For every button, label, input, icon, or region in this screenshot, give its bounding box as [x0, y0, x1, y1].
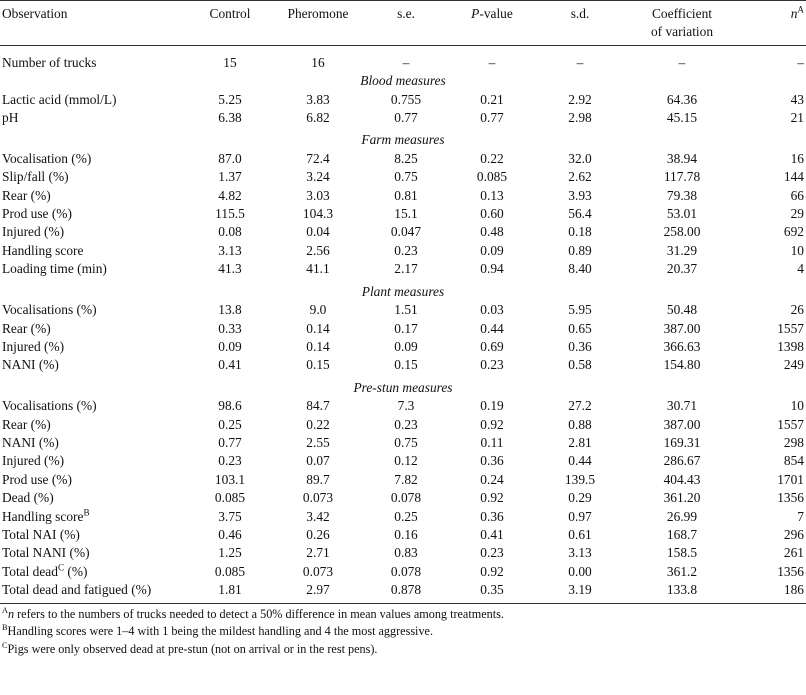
table-row — [0, 397, 806, 415]
cell-n: 4 — [797, 261, 804, 277]
cell-n: 1557 — [777, 320, 804, 336]
table-row — [0, 544, 806, 562]
cell-cv: 38.94 — [666, 150, 698, 166]
table-row — [0, 150, 806, 168]
cell-sd: 2.92 — [568, 91, 592, 107]
cell-control: 103.1 — [214, 471, 246, 487]
cell-pheromone: 6.82 — [306, 110, 330, 126]
cell-sd: 3.19 — [538, 581, 622, 603]
table-row — [0, 205, 806, 223]
cell-se: 0.078 — [390, 490, 422, 506]
cell-sd: 3.93 — [568, 187, 592, 203]
cell-control: 15 — [223, 54, 237, 70]
cell-se: 0.047 — [390, 224, 422, 240]
cell-sd: – — [576, 54, 584, 70]
cell-n: 26 — [790, 302, 804, 318]
cell-p-value: 0.92 — [480, 563, 504, 579]
footnote-marker: B — [2, 623, 8, 633]
cell-p-value: 0.41 — [480, 526, 504, 542]
header-se: s.e. — [397, 6, 415, 21]
cell-sd: 0.00 — [568, 563, 592, 579]
cell-cv: 154.80 — [663, 357, 701, 373]
cell-control: 0.46 — [218, 526, 242, 542]
cell-observation: Total NAI (%) — [2, 526, 80, 542]
cell-observation: Rear (%) — [2, 320, 51, 336]
cell-cv: 30.71 — [666, 398, 698, 414]
cell-observation: Injured (%) — [2, 224, 65, 240]
section-heading: Farm measures — [361, 132, 445, 148]
cell-se: 0.17 — [394, 320, 418, 336]
cell-p-value: 0.36 — [480, 453, 504, 469]
cell-pheromone: 41.1 — [306, 261, 330, 277]
cell-sd: 0.97 — [568, 508, 592, 524]
cell-control: 3.13 — [218, 242, 242, 258]
cell-cv: 361.2 — [666, 563, 698, 579]
cell-sd: 27.2 — [568, 398, 592, 414]
cell-p-value: 0.09 — [480, 242, 504, 258]
cell-cv: 20.37 — [666, 261, 698, 277]
cell-n: 29 — [790, 206, 804, 222]
cell-p-value: 0.13 — [480, 187, 504, 203]
cell-n: 144 — [783, 169, 804, 185]
cell-se: 0.12 — [394, 453, 418, 469]
table-row — [0, 338, 806, 356]
section-heading-row — [0, 131, 806, 149]
cell-control: 6.38 — [218, 110, 242, 126]
cell-pheromone: 2.55 — [306, 434, 330, 450]
table-row — [0, 471, 806, 489]
cell-cv: 366.63 — [663, 338, 701, 354]
cell-cv: 169.31 — [663, 434, 701, 450]
cell-se: 0.81 — [394, 187, 418, 203]
table-row — [0, 187, 806, 205]
cell-n: 21 — [790, 110, 804, 126]
cell-n: 10 — [790, 242, 804, 258]
cell-se: 0.878 — [366, 581, 446, 603]
cell-control: 13.8 — [218, 302, 242, 318]
footnote-marker: A — [2, 605, 8, 615]
cell-se: 0.09 — [394, 338, 418, 354]
footnote-marker: C — [2, 640, 8, 650]
cell-control: 0.41 — [218, 357, 242, 373]
footnote: $^B$Handling scores were 1–4 with 1 being the mildest handling and 4 the most aggressive. — [2, 623, 433, 639]
cell-se: 7.3 — [397, 398, 415, 414]
cell-cv: – — [678, 54, 686, 70]
cell-p-value: 0.23 — [480, 545, 504, 561]
cell-p-value: 0.92 — [480, 416, 504, 432]
cell-observation: Prod use (%) — [2, 206, 72, 222]
cell-control: 1.37 — [218, 169, 242, 185]
cell-n: 10 — [790, 398, 804, 414]
table-row — [0, 320, 806, 338]
cell-n: – — [797, 54, 804, 70]
cell-control: 0.085 — [214, 563, 246, 579]
cell-se: 0.83 — [394, 545, 418, 561]
cell-n: 66 — [790, 187, 804, 203]
cell-control: 115.5 — [215, 206, 245, 222]
cell-pheromone: 84.7 — [306, 398, 330, 414]
cell-sd: 0.58 — [568, 357, 592, 373]
cell-p-value: 0.35 — [446, 581, 538, 603]
cell-control: 41.3 — [218, 261, 242, 277]
cell-control: 0.33 — [218, 320, 242, 336]
cell-sd: 0.61 — [568, 526, 592, 542]
cell-p-value: 0.44 — [480, 320, 504, 336]
cell-control: 98.6 — [218, 398, 242, 414]
cell-control: 0.77 — [218, 434, 242, 450]
cell-p-value: 0.92 — [480, 490, 504, 506]
cell-sd: 56.4 — [568, 206, 592, 222]
cell-n: 1701 — [777, 471, 804, 487]
cell-sd: 0.29 — [568, 490, 592, 506]
cell-pheromone: 9.0 — [309, 302, 327, 318]
cell-n: 296 — [783, 526, 804, 542]
footnote-marker: C — [57, 562, 65, 573]
cell-se: 0.75 — [394, 434, 418, 450]
cell-p-value: 0.77 — [480, 110, 504, 126]
cell-sd: 2.62 — [568, 169, 592, 185]
cell-pheromone: 3.42 — [306, 508, 330, 524]
section-heading: Plant measures — [361, 283, 445, 299]
section-heading: Blood measures — [360, 73, 446, 89]
cell-cv: 117.78 — [663, 169, 701, 185]
header-control: Control — [209, 6, 251, 21]
cell-observation: Total dead$^C$ (%) — [2, 562, 88, 579]
cell-control: 5.25 — [218, 91, 242, 107]
table-row — [0, 581, 806, 603]
table-row — [0, 91, 806, 109]
cell-observation: Handling score$^B$ — [2, 507, 90, 524]
header-n: $n^A$ — [790, 4, 804, 21]
cell-observation: Injured (%) — [2, 453, 65, 469]
cell-sd: 5.95 — [568, 302, 592, 318]
cell-p-value: 0.48 — [480, 224, 504, 240]
cell-se: 2.17 — [394, 261, 418, 277]
cell-cv: 26.99 — [666, 508, 698, 524]
cell-p-value: 0.21 — [480, 91, 504, 107]
cell-n: 261 — [783, 545, 804, 561]
cell-p-value: 0.36 — [480, 508, 504, 524]
cell-se: 0.23 — [394, 242, 418, 258]
cell-control: 1.25 — [218, 545, 242, 561]
cell-cv: 50.48 — [666, 302, 698, 318]
cell-pheromone: 0.073 — [302, 563, 334, 579]
cell-pheromone: 3.03 — [306, 187, 330, 203]
cell-cv: 168.7 — [666, 526, 698, 542]
cell-n: 7 — [797, 508, 804, 524]
cell-p-value: 0.23 — [480, 357, 504, 373]
table-row-trucks — [0, 45, 806, 72]
cell-observation: Prod use (%) — [2, 471, 72, 487]
cell-observation: NANI (%) — [2, 434, 59, 450]
section-heading-row — [0, 72, 806, 90]
cell-sd: 0.65 — [568, 320, 592, 336]
cell-control: 3.75 — [218, 508, 242, 524]
cell-se: 0.75 — [394, 169, 418, 185]
table-row — [0, 356, 806, 374]
cell-n: 16 — [790, 150, 804, 166]
cell-se: 0.25 — [394, 508, 418, 524]
table-row — [0, 168, 806, 186]
cell-observation: Loading time (min) — [2, 261, 107, 277]
cell-p-value: 0.22 — [480, 150, 504, 166]
cell-se: 0.078 — [390, 563, 422, 579]
cell-se: 15.1 — [394, 206, 418, 222]
table-row — [0, 416, 806, 434]
cell-cv: 31.29 — [666, 242, 698, 258]
cell-sd: 3.13 — [568, 545, 592, 561]
table-row — [0, 109, 806, 127]
cell-observation: NANI (%) — [2, 357, 59, 373]
header-observation: Observation — [2, 6, 68, 21]
cell-sd: 0.88 — [568, 416, 592, 432]
cell-pheromone: 2.56 — [306, 242, 330, 258]
footnote: $^C$Pigs were only observed dead at pre-stun (not on arrival or in the rest pens). — [2, 640, 378, 656]
cell-pheromone: 0.073 — [302, 490, 334, 506]
cell-cv: 361.20 — [663, 490, 701, 506]
cell-pheromone: 3.24 — [306, 169, 330, 185]
cell-se: 7.82 — [394, 471, 418, 487]
cell-control: 87.0 — [218, 150, 242, 166]
table-row — [0, 489, 806, 507]
cell-se: 0.15 — [394, 357, 418, 373]
cell-cv: 286.67 — [663, 453, 701, 469]
table-body — [0, 45, 806, 603]
cell-p-value: 0.11 — [480, 434, 504, 450]
cell-control: 0.08 — [218, 224, 242, 240]
cell-sd: 139.5 — [564, 471, 596, 487]
cell-pheromone: 0.14 — [306, 338, 330, 354]
cell-pheromone: 0.26 — [306, 526, 330, 542]
cell-p-value: – — [488, 54, 496, 70]
cell-sd: 32.0 — [568, 150, 592, 166]
table-row — [0, 242, 806, 260]
cell-se: 0.16 — [394, 526, 418, 542]
cell-n: 692 — [783, 224, 804, 240]
cell-control: 0.09 — [218, 338, 242, 354]
section-heading-row — [0, 283, 806, 301]
cell-pheromone: 3.83 — [306, 91, 330, 107]
cell-pheromone: 89.7 — [306, 471, 330, 487]
cell-p-value: 0.085 — [476, 169, 508, 185]
cell-control: 0.25 — [218, 416, 242, 432]
cell-pheromone: 0.14 — [306, 320, 330, 336]
cell-sd: 0.89 — [568, 242, 592, 258]
table-row — [0, 508, 806, 526]
table-row — [0, 260, 806, 278]
cell-sd: 2.98 — [568, 110, 592, 126]
section-heading-row — [0, 379, 806, 397]
header-coefficient-of-variation: Coefficient of variation — [650, 6, 714, 40]
cell-p-value: 0.94 — [480, 261, 504, 277]
cell-observation: Number of trucks — [2, 54, 97, 70]
section-heading: Pre-stun measures — [353, 379, 453, 395]
cell-se: 0.755 — [390, 91, 422, 107]
cell-observation: Rear (%) — [2, 416, 51, 432]
cell-observation: Rear (%) — [2, 187, 51, 203]
table-row — [0, 563, 806, 581]
cell-n: 1356 — [777, 563, 804, 579]
cell-se: 8.25 — [394, 150, 418, 166]
table-header-row — [0, 1, 806, 46]
cell-p-value: 0.03 — [480, 302, 504, 318]
cell-n: 1557 — [777, 416, 804, 432]
cell-pheromone: 0.04 — [306, 224, 330, 240]
cell-cv: 79.38 — [666, 187, 698, 203]
cell-observation: Injured (%) — [2, 338, 65, 354]
cell-pheromone: 72.4 — [306, 150, 330, 166]
cell-sd: 0.44 — [568, 453, 592, 469]
footnote-italic: n — [7, 606, 15, 621]
cell-se: 0.23 — [394, 416, 418, 432]
cell-pheromone: 16 — [311, 54, 325, 70]
cell-cv: 387.00 — [663, 320, 701, 336]
cell-pheromone: 2.97 — [270, 581, 366, 603]
cell-control: 1.81 — [190, 581, 270, 603]
cell-pheromone: 0.15 — [306, 357, 330, 373]
cell-se: 0.77 — [394, 110, 418, 126]
cell-observation: Total NANI (%) — [2, 545, 90, 561]
cell-p-value: 0.24 — [480, 471, 504, 487]
cell-sd: 2.81 — [568, 434, 592, 450]
cell-observation: Slip/fall (%) — [2, 169, 69, 185]
cell-n: 186 — [742, 581, 806, 603]
cell-cv: 158.5 — [666, 545, 698, 561]
cell-observation: Dead (%) — [2, 490, 54, 506]
cell-n: 1398 — [777, 338, 804, 354]
cell-cv: 64.36 — [666, 91, 698, 107]
cell-p-value: 0.60 — [480, 206, 504, 222]
cell-sd: 0.18 — [568, 224, 592, 240]
cell-se: – — [402, 54, 410, 70]
cell-cv: 133.8 — [622, 581, 742, 603]
cell-p-value: 0.19 — [480, 398, 504, 414]
cell-observation: Vocalisations (%) — [2, 302, 97, 318]
cell-cv: 258.00 — [663, 224, 701, 240]
cell-sd: 8.40 — [568, 261, 592, 277]
cell-n: 1356 — [777, 490, 804, 506]
cell-control: 0.23 — [218, 453, 242, 469]
table-row — [0, 434, 806, 452]
cell-cv: 45.15 — [666, 110, 698, 126]
cell-observation: Vocalisations (%) — [2, 398, 97, 414]
cell-n: 854 — [783, 453, 804, 469]
cell-sd: 0.36 — [568, 338, 592, 354]
cell-observation: Vocalisation (%) — [2, 150, 92, 166]
cell-cv: 404.43 — [663, 471, 701, 487]
table-row — [0, 452, 806, 470]
cell-cv: 387.00 — [663, 416, 701, 432]
cell-observation: pH — [2, 110, 19, 126]
footnotes — [0, 606, 806, 659]
footnote: $^A$n refers to the numbers of trucks needed to detect a 50% difference in mean values among treatments. — [2, 605, 504, 621]
header-p-value: P-value — [471, 6, 513, 21]
cell-pheromone: 2.71 — [306, 545, 330, 561]
table-row — [0, 301, 806, 319]
cell-n: 298 — [783, 434, 804, 450]
cell-pheromone: 0.22 — [306, 416, 330, 432]
cell-observation: Lactic acid (mmol/L) — [2, 91, 117, 107]
cell-p-value: 0.69 — [480, 338, 504, 354]
header-pheromone: Pheromone — [287, 6, 349, 21]
cell-cv: 53.01 — [666, 206, 698, 222]
cell-pheromone: 0.07 — [306, 453, 330, 469]
cell-control: 4.82 — [218, 187, 242, 203]
cell-control: 0.085 — [214, 490, 246, 506]
cell-observation: Handling score — [2, 242, 84, 258]
cell-pheromone: 104.3 — [302, 206, 334, 222]
footnote-marker: B — [83, 507, 90, 518]
table-row — [0, 223, 806, 241]
table-row — [0, 526, 806, 544]
header-sd: s.d. — [570, 6, 590, 21]
cell-n: 249 — [783, 357, 804, 373]
cell-observation: Total dead and fatigued (%) — [0, 581, 190, 603]
cell-n: 43 — [790, 91, 804, 107]
cell-se: 1.51 — [394, 302, 418, 318]
